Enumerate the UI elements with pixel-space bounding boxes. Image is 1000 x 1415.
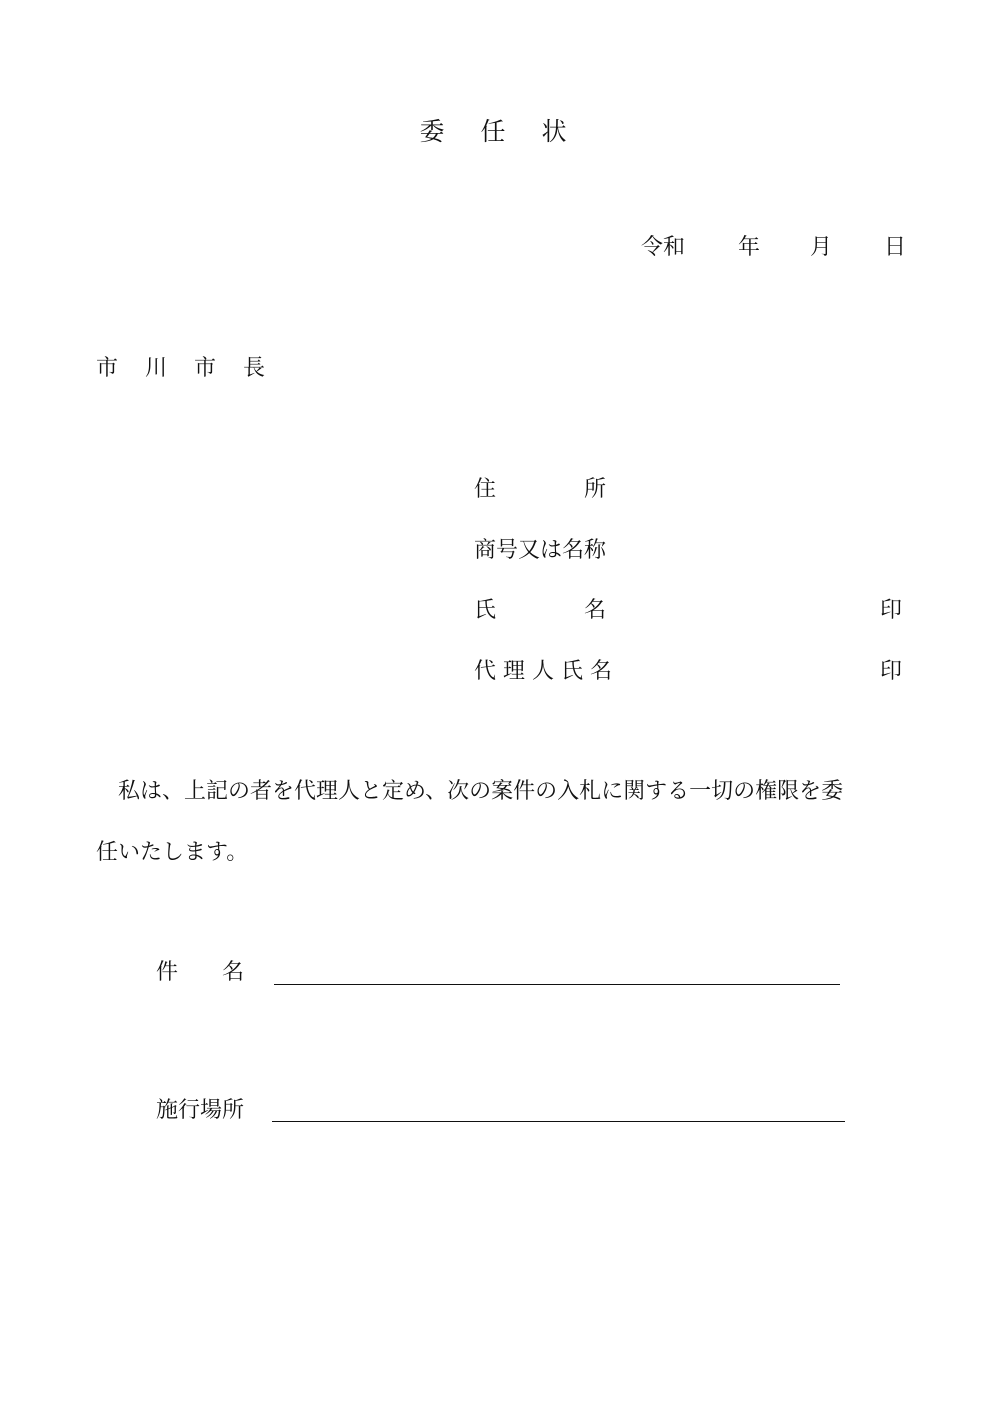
date-year: 年 — [738, 235, 761, 260]
addressee: 市 川 市 長 — [96, 356, 275, 381]
agent-name-label: 代 理 人 氏 名 — [474, 659, 612, 684]
site-label: 施行場所 — [156, 1098, 245, 1123]
project-name-underline[interactable] — [274, 984, 840, 985]
body-text-line-2: 任いたします。 — [96, 840, 249, 865]
address-label: 住 所 — [474, 477, 607, 502]
site-underline[interactable] — [272, 1121, 845, 1122]
document-title: 委 任 状 — [419, 117, 581, 146]
date-month: 月 — [810, 235, 833, 260]
agent-seal-mark: 印 — [880, 659, 903, 684]
body-text-line-1: 私は、上記の者を代理人と定め、次の案件の入札に関する一切の権限を委 — [96, 779, 844, 804]
project-name-label: 件 名 — [156, 960, 245, 985]
seal-mark: 印 — [880, 598, 903, 623]
company-name-label: 商号又は名称 — [474, 538, 607, 563]
name-label: 氏 名 — [474, 598, 607, 623]
date-day: 日 — [884, 235, 907, 260]
date-era: 令和 — [641, 235, 686, 260]
